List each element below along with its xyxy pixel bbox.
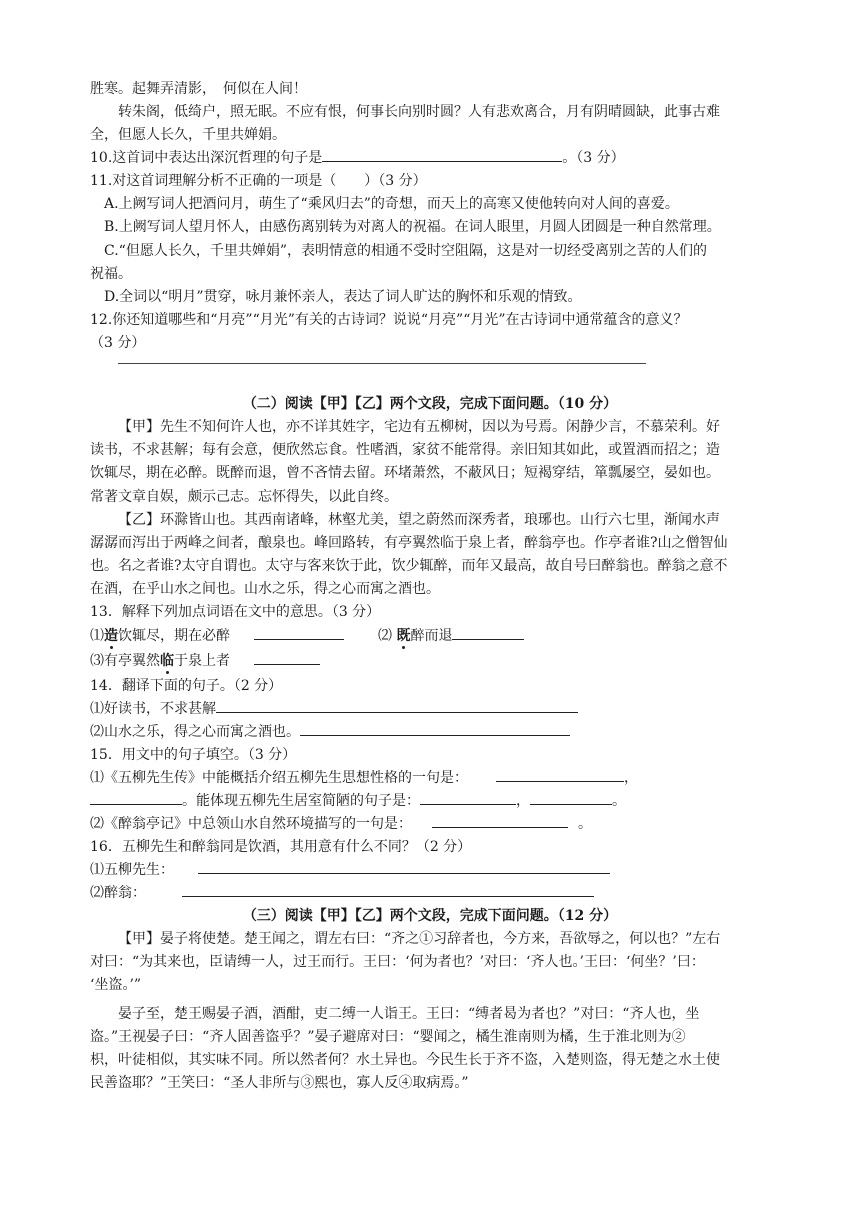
punctuation: 。 xyxy=(612,793,626,809)
section-2-title: （二）阅读【甲】【乙】两个文段，完成下面问题。（10 分） xyxy=(242,396,618,412)
passage-jia: 读书，不求甚解；每有会意，便欣然忘食。性嗜酒，家贫不能常得。亲旧知其如此，或置酒而招之；造 xyxy=(90,442,720,458)
item-text: ⑴五柳先生： xyxy=(90,862,174,878)
question-13-item-3 xyxy=(90,650,320,672)
question-15-stem: 15．用文中的句子填空。（3 分） xyxy=(90,747,297,763)
answer-blank[interactable] xyxy=(90,790,182,805)
dotted-word: 造 xyxy=(104,628,118,644)
question-16-item-2 xyxy=(90,882,594,904)
passage-jia: 【甲】先生不知何许人也，亦不详其姓字，宅边有五柳树，因以为号焉。闲静少言，不慕荣利。好 xyxy=(118,419,720,435)
punctuation: ， xyxy=(624,770,638,786)
question-12: 12.你还知道哪些和“月亮”“月光”有关的古诗词？说说“月亮”“月光”在古诗词中通常蕴含的意义？ xyxy=(90,312,688,328)
poem-line: 全，但愿人长久，千里共婵娟。 xyxy=(90,127,286,143)
section-3-title: （三）阅读【甲】【乙】两个文段，完成下面问题。（12 分） xyxy=(242,908,618,924)
option-a: A.上阙写词人把酒问月，萌生了“乘风归去”的奇想，而天上的高寒又使他转向对人间的喜爱。 xyxy=(104,196,679,212)
passage-jia: 饮辄尽，期在必醉。既醉而退，曾不吝情去留。环堵萧然，不蔽风日；短褐穿结，箪瓢屡空，晏如也。 xyxy=(90,465,720,481)
answer-blank[interactable] xyxy=(496,767,624,782)
item-text: ⑶有亭翼然 xyxy=(90,653,160,669)
option-c-cont: 祝福。 xyxy=(90,266,132,282)
item-text: 。能体现五柳先生居室简陋的句子是： xyxy=(182,793,420,809)
option-b: B.上阙写词人望月怀人，由感伤离别转为对离人的祝福。在词人眼里，月圆人团圆是一种自然常理。 xyxy=(104,219,721,235)
question-14-item-1 xyxy=(90,698,578,720)
passage-yi: 【乙】环滁皆山也。其西南诸峰，林壑尤美，望之蔚然而深秀者，琅琊也。山行六七里，渐闻水声 xyxy=(118,512,720,528)
answer-blank[interactable] xyxy=(254,650,320,665)
question-13-item-2 xyxy=(378,625,524,647)
passage-jia: 对曰：“为其来也，臣请缚一人，过王而行。王曰：‘何为者也？’对曰：‘齐人也。’王曰：‘何坐？’曰： xyxy=(90,954,705,970)
question-15-item-1 xyxy=(90,767,638,789)
passage-jia: ‘坐盗。’” xyxy=(90,977,142,993)
option-c: C.“但愿人长久，千里共婵娟”，表明情意的相通不受时空阻隔，这是对一切经受离别之苦的人们的 xyxy=(104,243,707,259)
question-text: 10.这首词中表达出深沉哲理的句子是 xyxy=(90,150,323,166)
answer-blank[interactable] xyxy=(432,813,568,828)
option-d: D.全词以“明月”贯穿，咏月兼怀亲人，表达了词人旷达的胸怀和乐观的情致。 xyxy=(104,289,582,305)
answer-blank[interactable] xyxy=(452,625,524,640)
item-text: ⑴好读书，不求甚解 xyxy=(90,701,216,717)
passage-yi: 潺潺而泻出于两峰之间者，酿泉也。峰回路转，有亭翼然临于泉上者，醉翁亭也。作亭者谁?山之僧智仙 xyxy=(90,535,728,551)
answer-blank[interactable] xyxy=(300,721,570,736)
answer-blank[interactable] xyxy=(216,698,578,713)
item-text: 饮辄尽，期在必醉 xyxy=(118,628,230,644)
punctuation: 。 xyxy=(578,816,592,832)
dotted-word: 既 xyxy=(396,628,411,644)
item-text: ⑵《醉翁亭记》中总领山水自然环境描写的一句是： xyxy=(90,816,412,832)
passage-yi: 也。名之者谁?太守自谓也。太守与客来饮于此，饮少辄醉，而年又最高，故自号曰醉翁也。醉翁之意不 xyxy=(90,558,728,574)
question-13-stem: 13．解释下列加点词语在文中的意思。（3 分） xyxy=(90,604,381,620)
item-text: 于泉上者 xyxy=(174,653,230,669)
question-12-score: （3 分） xyxy=(90,335,146,351)
answer-blank[interactable] xyxy=(182,882,594,897)
answer-blank[interactable] xyxy=(198,859,610,874)
punctuation: ， xyxy=(516,793,530,809)
answer-blank[interactable] xyxy=(420,790,516,805)
passage-paragraph: 盗。”王视晏子曰：“齐人固善盗乎？”晏子避席对曰：“婴闻之，橘生淮南则为橘，生于淮北则为② xyxy=(90,1029,686,1045)
question-16-item-1 xyxy=(90,859,610,881)
item-text: ⑵醉翁： xyxy=(90,885,146,901)
question-14-stem: 14．翻译下面的句子。（2 分） xyxy=(90,678,283,694)
dotted-word: 临 xyxy=(160,653,174,669)
answer-blank[interactable] xyxy=(530,790,612,805)
question-14-item-2 xyxy=(90,721,570,743)
item-text: 醉而退 xyxy=(410,628,453,644)
passage-paragraph: 民善盗耶？”王笑曰：“圣人非所与③熙也，寡人反④取病焉。” xyxy=(90,1075,469,1091)
item-text: ⑴《五柳先生传》中能概括介绍五柳先生思想性格的一句是： xyxy=(90,770,468,786)
poem-line: 转朱阁，低绮户，照无眠。不应有恨，何事长向别时圆？人有悲欢离合，月有阴晴圆缺，此事古难 xyxy=(118,104,720,120)
question-10 xyxy=(90,147,625,169)
passage-yi: 在酒，在乎山水之间也。山水之乐，得之心而寓之酒也。 xyxy=(90,581,440,597)
passage-jia: 常著文章自娱，颇示己志。忘怀得失，以此自终。 xyxy=(90,489,398,505)
question-11-stem: 11.对这首词理解分析不正确的一项是（ ）（3 分） xyxy=(90,173,427,189)
passage-jia: 【甲】晏子将使楚。楚王闻之，谓左右曰：“齐之①习辞者也，今方来，吾欲辱之，何以也？”左右 xyxy=(118,931,721,947)
question-16-stem: 16．五柳先生和醉翁同是饮酒，其用意有什么不同？（2 分） xyxy=(90,839,472,855)
item-text: ⑵山水之乐，得之心而寓之酒也。 xyxy=(90,724,300,740)
item-number: ⑴ xyxy=(90,628,104,644)
answer-blank[interactable] xyxy=(322,147,562,162)
passage-paragraph: 枳，叶徒相似，其实味不同。所以然者何？水土异也。今民生长于齐不盗，入楚则盗，得无楚之水土使 xyxy=(90,1052,720,1068)
question-15-item-1-cont xyxy=(90,790,626,812)
item-number: ⑵ xyxy=(378,628,397,644)
passage-paragraph: 晏子至，楚王赐晏子酒，酒酣，吏二缚一人诣王。王曰：“缚者曷为者也？”对曰：“齐人也，坐 xyxy=(118,1006,700,1022)
answer-blank[interactable] xyxy=(254,625,344,640)
poem-line: 胜寒。起舞弄清影， 何似在人间！ xyxy=(90,81,307,97)
question-tail: 。（3 分） xyxy=(562,150,625,166)
question-13-item-1 xyxy=(90,625,344,647)
answer-line[interactable] xyxy=(118,363,646,364)
question-15-item-2 xyxy=(90,813,592,835)
